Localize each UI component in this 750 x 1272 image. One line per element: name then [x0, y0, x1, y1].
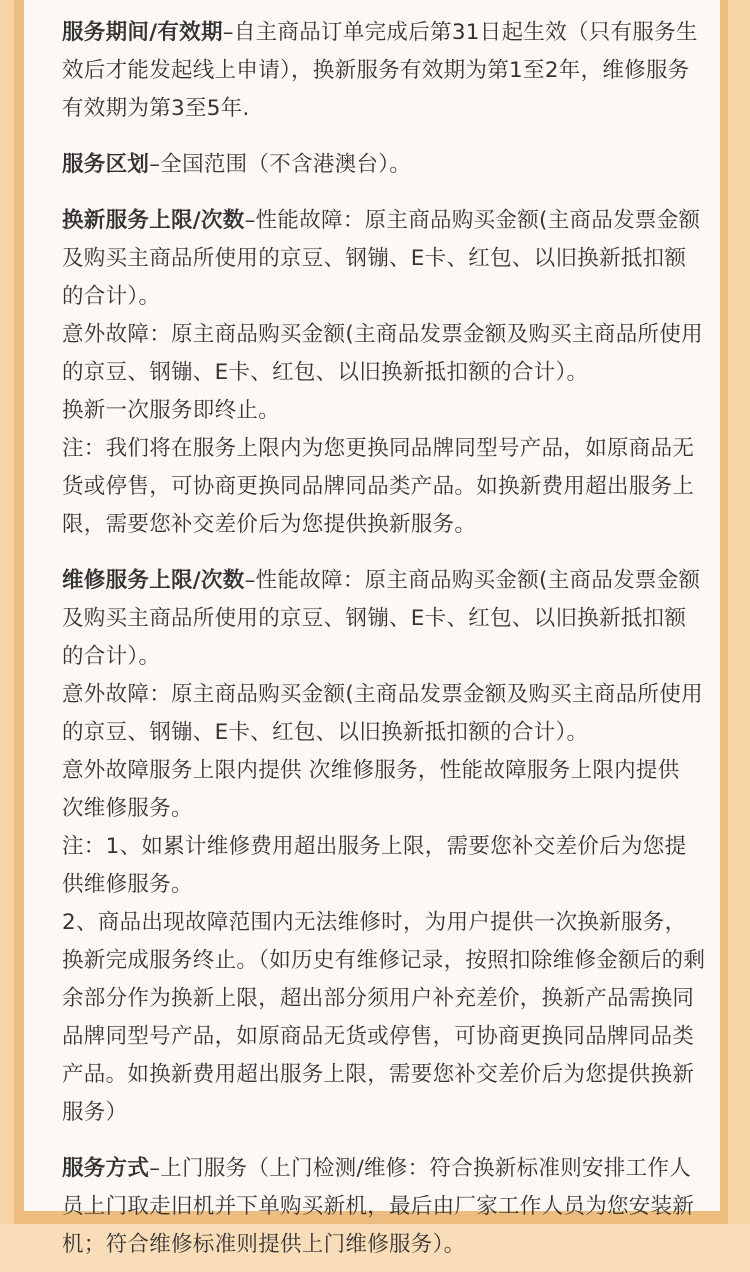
section-service-method	[62, 1150, 708, 1264]
section-heading: 服务区划	[62, 152, 150, 177]
heading-separator: –	[149, 152, 161, 177]
heading-separator: –	[244, 568, 256, 593]
section-paragraph	[62, 146, 708, 184]
section-paragraph: 意外故障服务上限内提供 次维修服务，性能故障服务上限内提供 次维修服务。	[62, 758, 680, 821]
section-replacement-limit	[62, 202, 708, 544]
section-paragraph	[62, 1150, 708, 1264]
section-paragraph	[62, 202, 708, 316]
section-paragraph: 意外故障：原主商品购买金额(主商品发票金额及购买主商品所使用的京豆、钢镚、E卡、红包、以旧换新抵扣额的合计）。	[62, 322, 703, 385]
section-heading: 维修服务上限/次数	[62, 568, 245, 593]
service-terms-panel	[24, 0, 720, 1257]
heading-separator: –	[222, 20, 234, 45]
section-repair-limit	[62, 562, 708, 1132]
section-heading: 服务方式	[62, 1156, 150, 1181]
section-text: 性能故障：原主商品购买金额(主商品发票金额及购买主商品所使用的京豆、钢镚、E卡、红包、以旧换新抵扣额的合计）。	[62, 568, 701, 669]
section-text: 自主商品订单完成后第31日起生效（只有服务生效后才能发起线上申请），换新服务有效期为第1至2年，维修服务有效期为第3至5年.	[62, 20, 698, 121]
section-heading: 服务期间/有效期	[62, 20, 223, 45]
section-paragraph	[62, 562, 708, 676]
heading-separator: –	[244, 208, 256, 233]
section-note: 注：我们将在服务上限内为您更换同品牌同型号产品，如原商品无货或停售，可协商更换同品牌同品类产品。如换新费用超出服务上限，需要您补交差价后为您提供换新服务。	[62, 436, 695, 537]
section-paragraph	[62, 14, 708, 128]
section-note: 2、商品出现故障范围内无法维修时，为用户提供一次换新服务，换新完成服务终止。（如历史有维修记录，按照扣除维修金额后的剩余部分作为换新上限，超出部分须用户补充差价，换新产品需换同品牌同型号产品，如原商品无货或停售，可协商更换同品牌同品类产品。如换新费用超出服务上限，需要您补交差价后为您提供换新服务）	[62, 910, 706, 1125]
section-paragraph: 换新一次服务即终止。	[62, 398, 281, 423]
section-note: 注：1、如累计维修费用超出服务上限，需要您补交差价后为您提供维修服务。	[62, 834, 687, 897]
section-text: 性能故障：原主商品购买金额(主商品发票金额及购买主商品所使用的京豆、钢镚、E卡、红包、以旧换新抵扣额的合计）。	[62, 208, 701, 309]
section-text: 上门服务（上门检测/维修：符合换新标准则安排工作人员上门取走旧机并下单购买新机，最后由厂家工作人员为您安装新机；符合维修标准则提供上门维修服务）。	[62, 1156, 695, 1257]
section-text: 全国范围（不含港澳台）。	[160, 152, 412, 177]
heading-separator: –	[149, 1156, 161, 1181]
section-validity-period	[62, 14, 708, 128]
section-heading: 换新服务上限/次数	[62, 208, 245, 233]
section-paragraph: 意外故障：原主商品购买金额(主商品发票金额及购买主商品所使用的京豆、钢镚、E卡、红包、以旧换新抵扣额的合计）。	[62, 682, 703, 745]
section-service-area	[62, 146, 708, 184]
